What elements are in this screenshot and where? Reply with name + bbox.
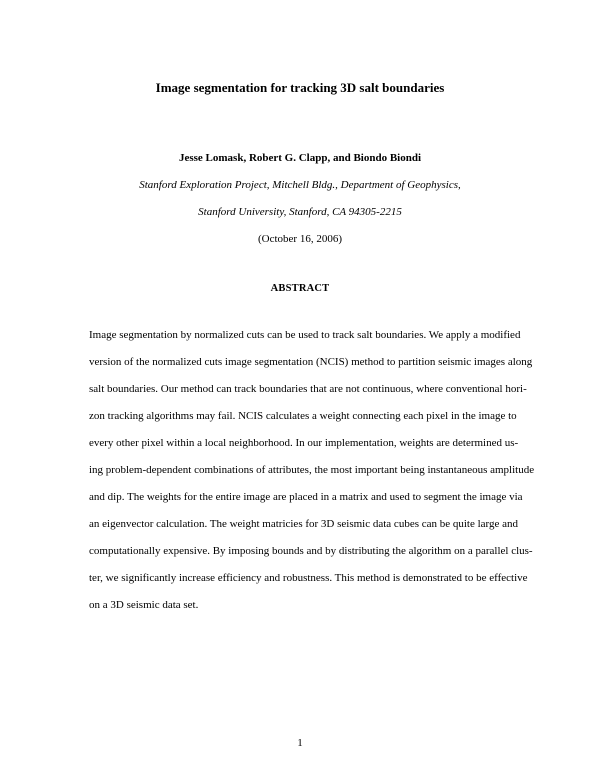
abstract-body (89, 322, 535, 619)
abstract-line: ing problem-dependent combinations of attributes, the most important being instantaneous amplitude (89, 464, 535, 476)
abstract-line: version of the normalized cuts image segmentation (NCIS) method to partition seismic images along (89, 356, 533, 368)
affiliation-line-2: Stanford University, Stanford, CA 94305-2215 (198, 206, 402, 218)
author-list: Jesse Lomask, Robert G. Clapp, and Biondo Biondi (178, 152, 422, 164)
abstract-line: zon tracking algorithms may fail. NCIS calculates a weight connecting each pixel in the image to (89, 410, 517, 422)
abstract-line: Image segmentation by normalized cuts can be used to track salt boundaries. We apply a modified (89, 329, 521, 341)
abstract-line: every other pixel within a local neighborhood. In our implementation, weights are determined us- (89, 437, 519, 449)
paper-title: Image segmentation for tracking 3D salt boundaries (155, 80, 445, 95)
abstract-line: ter, we significantly increase efficiency and robustness. This method is demonstrated to be effective (89, 572, 528, 584)
abstract-line: an eigenvector calculation. The weight matricies for 3D seismic data cubes can be quite large and (89, 518, 519, 530)
paper-date: (October 16, 2006) (257, 233, 342, 245)
abstract-line: computationally expensive. By imposing bounds and by distributing the algorithm on a parallel clus- (89, 545, 533, 557)
abstract-line: on a 3D seismic data set. (89, 599, 199, 611)
abstract-line: and dip. The weights for the entire image are placed in a matrix and used to segment the image via (89, 491, 523, 503)
abstract-line: salt boundaries. Our method can track boundaries that are not continuous, where conventional hori- (89, 383, 527, 395)
abstract-heading: ABSTRACT (270, 283, 330, 294)
affiliation-line-1: Stanford Exploration Project, Mitchell Bldg., Department of Geophysics, (139, 179, 461, 191)
page-number: 1 (297, 737, 303, 749)
